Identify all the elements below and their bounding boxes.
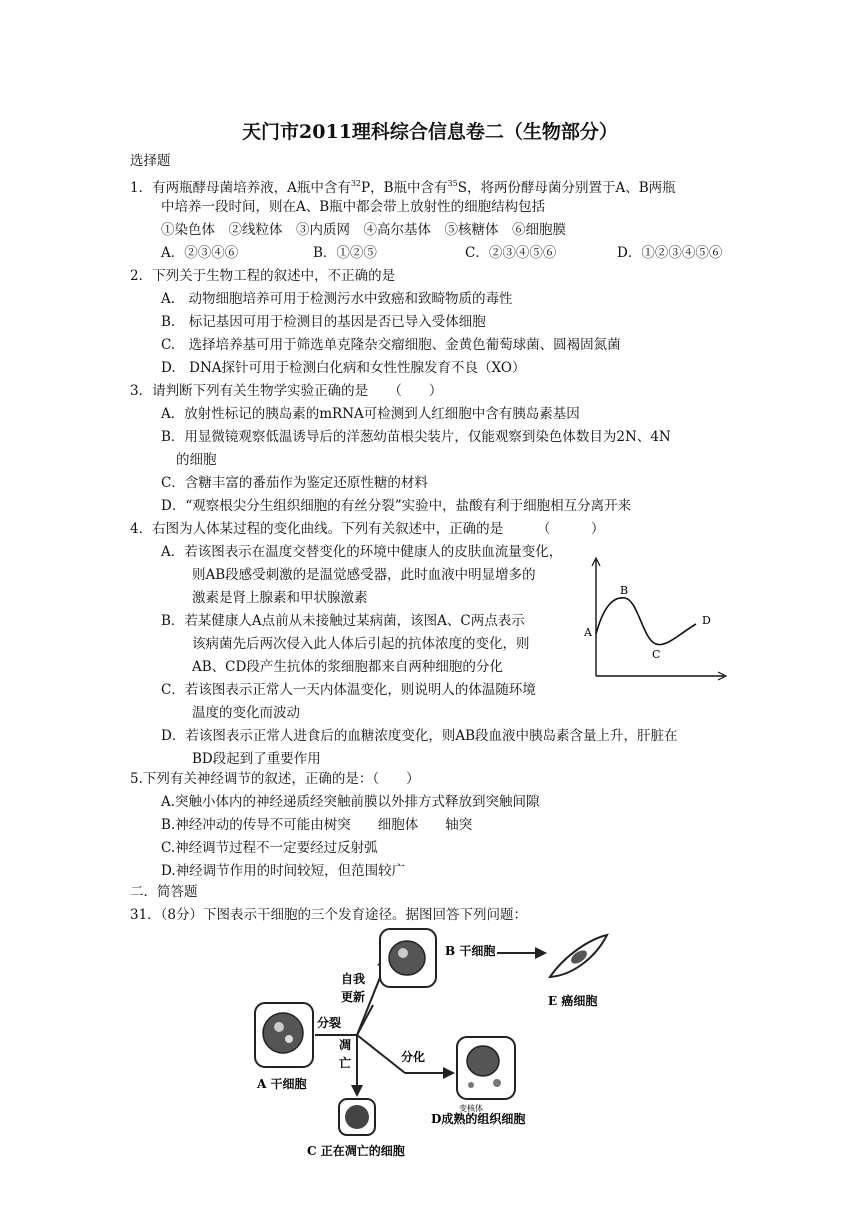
q4-option-a-line1[interactable]: A．若该图表示在温度交替变化的环境中健康人的皮肤血流量变化， [161,544,563,560]
arrow-apoptosis-head [351,1085,363,1097]
q3-option-b-line1[interactable]: B．用显微镜观察低温诱导后的洋葱幼苗根尖装片，仅能观察到染色体数目为2N、4N [161,429,671,445]
cell-b-label: B 干细胞 [445,944,496,958]
q4-option-a-line3: 激素是肾上腺素和甲状腺激素 [192,590,368,606]
graph-label-d: D [702,614,711,627]
q5-option-b-text: B.神经冲动的传导不可能由树突 细胞体 轴突 [161,817,473,833]
q5-option-c[interactable]: C.神经调节过程不一定要经过反射弧 [161,840,378,856]
cell-e-cancer [550,935,607,977]
cell-d-mature [457,1037,515,1099]
q1-stem-line1 [130,175,676,197]
q4-option-d-line2: BD段起到了重要作用 [192,751,321,767]
stem-cell-figure [245,925,635,1165]
label-apoptosis-1: 凋 [339,1038,352,1052]
q4-option-c-line2: 温度的变化而波动 [192,705,300,721]
q4-curve-graph [578,556,728,684]
q1-option-d[interactable]: D．①②③④⑤⑥ [617,245,723,261]
q2-option-d[interactable]: D. DNA探针可用于检测白化病和女性性腺发育不良（XO） [161,360,526,376]
q3-option-b-line2: 的细胞 [176,452,217,468]
cell-c-apoptotic [339,1099,375,1135]
q5-option-b[interactable] [161,816,472,834]
q1-items: ①染色体 ②线粒体 ③内质网 ④高尔基体 ⑤核糖体 ⑥细胞膜 [161,222,566,238]
cell-b-stem [380,929,436,987]
q1-option-c[interactable]: C．②③④⑤⑥ [465,245,557,261]
cell-e-label: E 癌细胞 [548,994,598,1008]
q1-stem-line2: 中培养一段时间，则在A、B瓶中都会带上放射性的细胞结构包括 [161,199,546,215]
arrow-b-to-e-head [535,947,547,959]
q2-option-b[interactable]: B. 标记基因可用于检测目的基因是否已导入受体细胞 [161,314,486,330]
graph-label-a: A [584,626,592,639]
section-choice-heading: 选择题 [130,153,171,169]
q1-stem-part2: P，B瓶中含有 [361,180,448,196]
cell-a-label: A 干细胞 [257,1077,307,1091]
q3-option-a[interactable]: A．放射性标记的胰岛素的mRNA可检测到人红细胞中含有胰岛素基因 [161,406,580,422]
q4-option-d-line1[interactable]: D．若该图表示正常人进食后的血糖浓度变化，则AB段血液中胰岛素含量上升，肝脏在 [161,728,678,744]
q1-option-a[interactable]: A．②③④⑥ [161,245,239,261]
q2-option-c[interactable]: C. 选择培养基可用于筛选单克隆杂交瘤细胞、金黄色葡萄球菌、圆褐固氮菌 [161,337,621,353]
q3-option-d[interactable]: D．“观察根尖分生组织细胞的有丝分裂”实验中，盐酸有利于细胞相互分离开来 [161,498,632,514]
q4-option-b-line2: 该病菌先后两次侵入此人体后引起的抗体浓度的变化，则 [192,636,530,652]
cell-d-nucleus-label: 变核体 [459,1104,483,1113]
q2-option-a[interactable]: A. 动物细胞培养可用于检测污水中致癌和致畸物质的毒性 [161,291,513,307]
section-short-answer-heading: 二．简答题 [130,884,198,900]
q1-stem-part1: 1．有两瓶酵母菌培养液，A瓶中含有 [130,180,351,196]
q3-stem: 3．请判断下列有关生物学实验正确的是 （ ） [130,383,443,399]
q4-option-b-line1[interactable]: B．若某健康人A点前从未接触过某病菌，该图A、C两点表示 [161,613,525,629]
label-self-renew-2: 更新 [341,990,366,1004]
graph-curve [596,598,696,645]
q1-stem-part3: S，将两份酵母菌分别置于A、B两瓶 [457,180,676,196]
label-differentiation: 分化 [401,1050,426,1064]
cell-d-label: D成熟的组织细胞 [431,1112,526,1126]
graph-label-c: C [652,648,661,661]
graph-label-b: B [620,584,629,597]
q1-option-b[interactable]: B．①②⑤ [313,245,377,261]
q31-stem: 31．（8分）下图表示干细胞的三个发育途径。据图回答下列问题： [130,907,528,923]
q4-option-c-line1[interactable]: C．若该图表示正常人一天内体温变化，则说明人的体温随环境 [161,682,536,698]
q5-stem: 5.下列有关神经调节的叙述，正确的是：（ ） [130,771,420,787]
q4-option-b-line3: AB、CD段产生抗体的浆细胞都来自两种细胞的分化 [192,659,503,675]
q3-option-c[interactable]: C．含糖丰富的番茄作为鉴定还原性糖的材料 [161,475,428,491]
q1-sup-32: 32 [350,179,362,188]
q1-sup-35: 35 [447,179,458,188]
label-apoptosis-2: 亡 [339,1056,352,1070]
q4-option-a-line2: 则AB段感受刺激的是温觉感受器，此时血液中明显增多的 [192,567,536,583]
arrow-differentiation [357,1035,405,1073]
arrow-differentiation-head [443,1067,455,1079]
q4-stem: 4．右图为人体某过程的变化曲线。下列有关叙述中，正确的是 （ ） [130,521,605,537]
q2-stem: 2．下列关于生物工程的叙述中，不正确的是 [130,268,396,284]
label-self-renew-1: 自我 [341,972,366,986]
q5-option-d[interactable]: D.神经调节作用的时间较短，但范围较广 [161,863,406,879]
cell-c-label: C 正在凋亡的细胞 [307,1144,405,1158]
q5-option-a[interactable]: A.突触小体内的神经递质经突触前膜以外排方式释放到突触间隙 [161,794,540,810]
cell-a-stem [255,1003,313,1067]
page-title: 天门市2011理科综合信息卷二（生物部分） [242,121,618,143]
label-division: 分裂 [317,1016,342,1030]
